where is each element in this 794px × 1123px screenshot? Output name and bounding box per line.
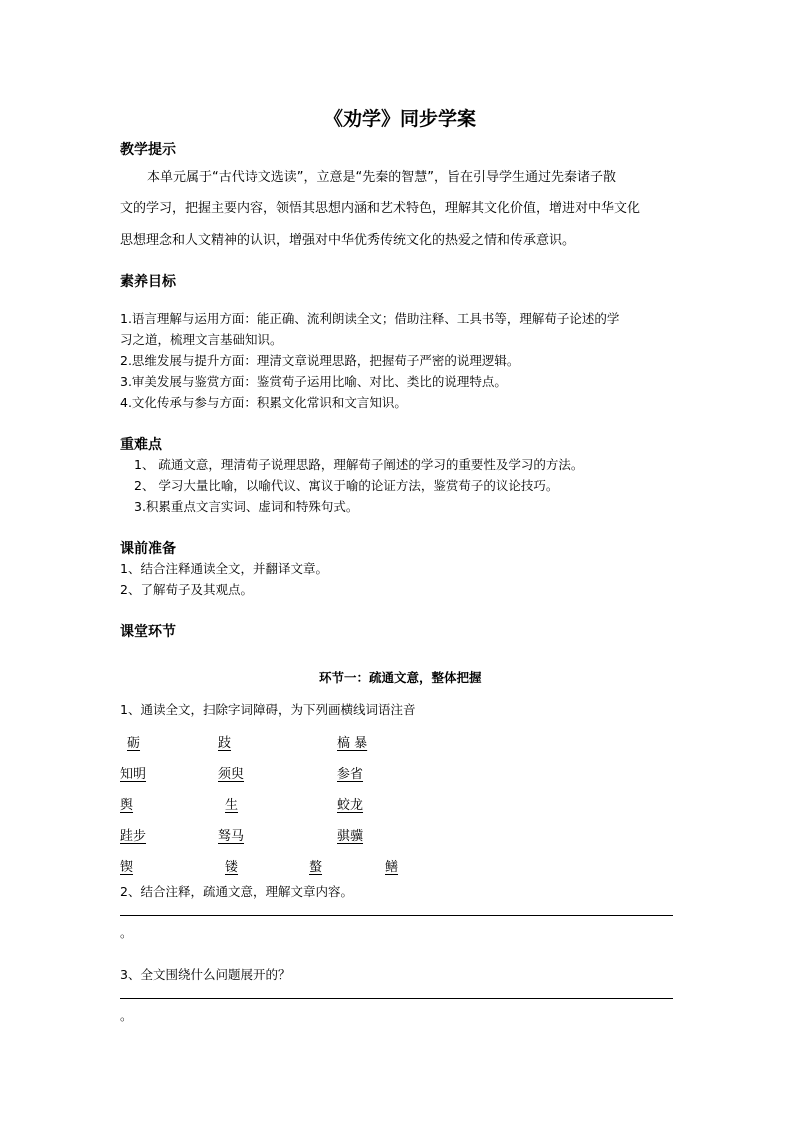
question-3: 3、全文围绕什么问题展开的？ [120, 967, 291, 982]
preparation-heading: 课前准备 [120, 541, 176, 557]
preparation-item: 1、结合注释通读全文，并翻译文章。 [120, 561, 328, 576]
vocab-word: 参省 [337, 767, 364, 782]
key-points-heading: 重难点 [120, 437, 162, 453]
teaching-tips-line-3: 思想理念和人文精神的认识，增强对中华优秀传统文化的热爱之情和传承意识。 [120, 233, 576, 248]
vocab-word: 驽马 [218, 829, 245, 844]
vocab-word: 蛟龙 [337, 798, 364, 813]
vocab-word: 跂 [218, 736, 232, 751]
vocab-word: 生 [225, 798, 239, 813]
vocab-word: 跬步 [120, 829, 147, 844]
teaching-tips-line-2: 文的学习，把握主要内容，领悟其思想内涵和艺术特色，理解其文化价值，增进对中华文化 [120, 201, 641, 216]
key-point-item: 3.积累重点文言实词、虚词和特殊句式。 [134, 499, 359, 514]
answer-line [120, 998, 673, 999]
vocab-word: 知明 [120, 767, 147, 782]
end-mark: 。 [120, 1008, 133, 1023]
key-point-item: 2、 学习大量比喻，以喻代议、寓议于喻的论证方法，鉴赏荀子的议论技巧。 [134, 478, 559, 493]
teaching-tips-heading: 教学提示 [120, 142, 176, 158]
vocab-word: 砺 [127, 736, 141, 751]
vocab-word: 槁 暴 [337, 736, 368, 751]
key-point-item: 1、 疏通文意，理清荀子说理思路，理解荀子阐述的学习的重要性及学习的方法。 [134, 457, 584, 472]
vocab-word: 骐骥 [337, 829, 364, 844]
literacy-goal-item: 习之道，梳理文言基础知识。 [120, 332, 283, 347]
literacy-goal-item: 4.文化传承与参与方面：积累文化常识和文言知识。 [120, 395, 407, 410]
question-2: 2、结合注释，疏通文意，理解文章内容。 [120, 884, 353, 899]
literacy-goals-heading: 素养目标 [120, 274, 176, 290]
vocab-word: 锲 [120, 860, 134, 875]
vocab-word: 须臾 [218, 767, 245, 782]
question-1: 1、通读全文，扫除字词障碍，为下列画横线词语注音 [120, 702, 416, 717]
classroom-heading: 课堂环节 [120, 624, 176, 640]
vocab-word: 舆 [120, 798, 134, 813]
literacy-goal-item: 3.审美发展与鉴赏方面：鉴赏荀子运用比喻、对比、类比的说理特点。 [120, 374, 507, 389]
preparation-item: 2、了解荀子及其观点。 [120, 582, 253, 597]
vocab-word: 鳝 [385, 860, 399, 875]
answer-line [120, 915, 673, 916]
teaching-tips-line-1: 本单元属于“古代诗文选读”，立意是“先秦的智慧”，旨在引导学生通过先秦诸子散 [147, 170, 616, 185]
page-title: 《劝学》同步学案 [324, 108, 477, 130]
vocab-word: 螯 [309, 860, 323, 875]
literacy-goal-item: 1.语言理解与运用方面：能正确、流利朗读全文；借助注释、工具书等，理解荀子论述的学 [120, 311, 620, 326]
vocab-word: 镂 [225, 860, 239, 875]
section-title: 环节一：疏通文意，整体把握 [319, 670, 482, 685]
literacy-goal-item: 2.思维发展与提升方面：理清文章说理思路，把握荀子严密的说理逻辑。 [120, 353, 520, 368]
end-mark: 。 [120, 925, 133, 940]
